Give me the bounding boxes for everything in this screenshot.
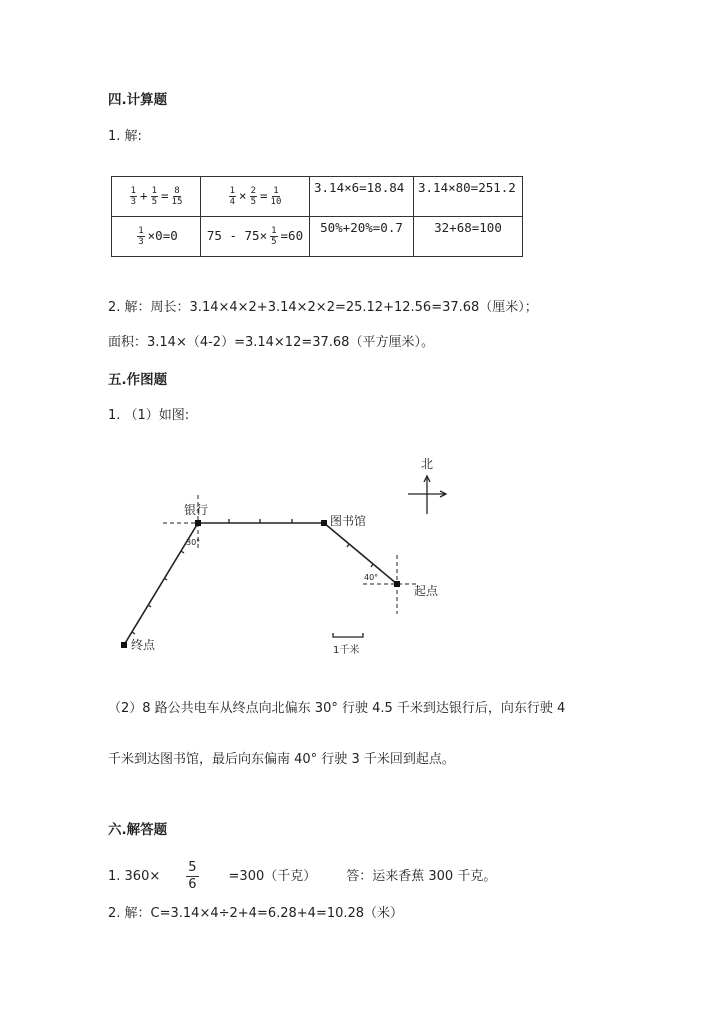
north-label: 北 bbox=[421, 457, 434, 471]
cell: 3.14×80=251.2 bbox=[414, 177, 523, 217]
scale-bar bbox=[333, 633, 363, 637]
angle-40-label: 40° bbox=[364, 573, 379, 582]
cell: $\frac{1}{3}$ + $\frac{1}{5}$ = $\frac{8}{15}$ bbox=[112, 177, 201, 217]
route-library-to-start bbox=[324, 523, 397, 584]
scale-label: 1千米 bbox=[333, 645, 360, 656]
cell: $\frac{1}{3}$ ×0=0 bbox=[112, 217, 201, 257]
cell: 3.14×6=18.84 bbox=[310, 177, 414, 217]
angle-30-label: 30° bbox=[186, 538, 201, 547]
cell: 75 - 75× $\frac{1}{5}$ =60 bbox=[201, 217, 310, 257]
q2-line-1: （2）8 路公共电车从终点向北偏东 30° 行驶 4.5 千米到达银行后，向东行驶 4 bbox=[108, 701, 566, 716]
bank-label: 银行 bbox=[184, 503, 209, 517]
q2-answer: 2. 解：C=3.14×4÷2+4=6.28+4=10.28（米） bbox=[108, 906, 404, 921]
section-6-title: 六.解答题 bbox=[108, 822, 168, 838]
start-label: 起点 bbox=[414, 584, 439, 598]
q2-line-2: 千米到达图书馆，最后向东偏南 40° 行驶 3 千米回到起点。 bbox=[108, 752, 455, 767]
section-5-title: 五.作图题 bbox=[108, 372, 168, 388]
cell: $\frac{1}{4}$ × $\frac{2}{5}$ = $\frac{1}{10}$ bbox=[201, 177, 310, 217]
cell: 32+68=100 bbox=[414, 217, 523, 257]
end-label: 终点 bbox=[131, 638, 156, 652]
q2-line-2: 面积：3.14×（4-2）=3.14×12=37.68（平方厘米）。 bbox=[108, 335, 434, 350]
q1-label: 1. 解: bbox=[108, 129, 142, 144]
q1-answer: 1. 360× $\frac{5}{6}$ =300（千克） 答：运来香蕉 300 千克。 bbox=[108, 860, 497, 892]
q2-line-1: 2. 解：周长：3.14×4×2+3.14×2×2=25.12+12.56=37.68（厘米）； bbox=[108, 300, 538, 315]
q1-label: 1. （1）如图: bbox=[108, 408, 190, 423]
ticks bbox=[132, 551, 184, 634]
section-4-title: 四.计算题 bbox=[108, 92, 168, 108]
library-label: 图书馆 bbox=[330, 514, 367, 528]
cell: 50%+20%=0.7 bbox=[310, 217, 414, 257]
